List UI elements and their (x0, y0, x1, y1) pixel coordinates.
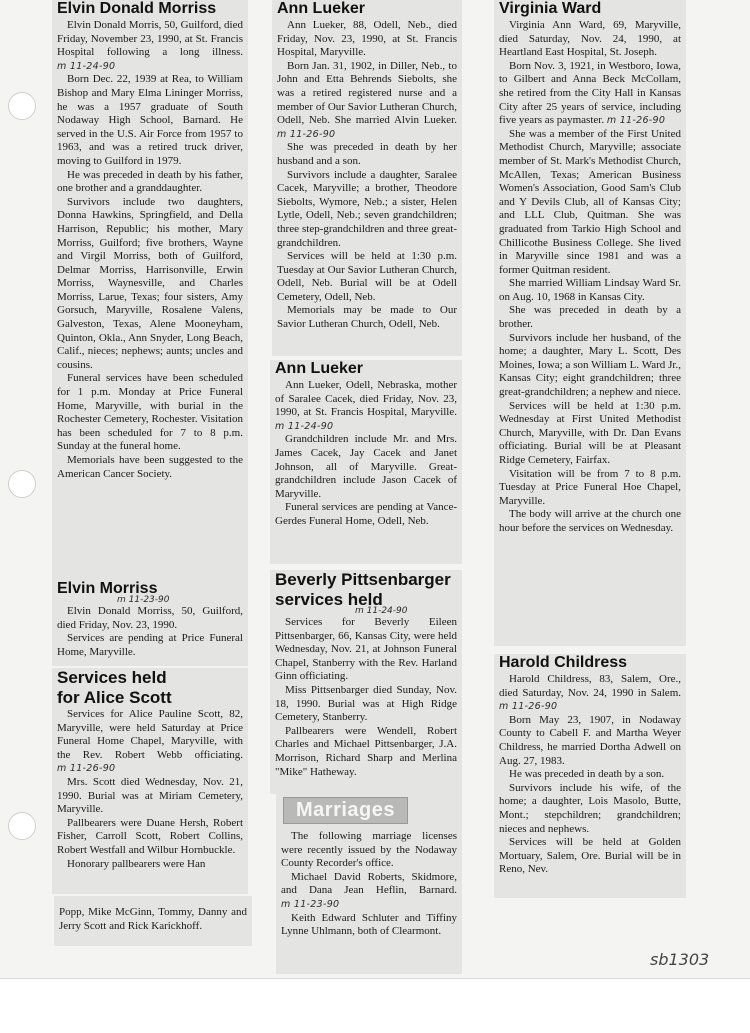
paragraph: Michael David Roberts, Skidmore, and Dana Jean Heflin, Barnard. m 11-23-90 (281, 870, 457, 910)
clipping-alice-scott-continued (54, 896, 252, 946)
paragraph: Popp, Mike McGinn, Tommy, Danny and Jerry Scott and Rick Karickhoff. (59, 906, 247, 932)
paragraph: Visitation will be from 7 to 8 p.m. Tuesday at Price Funeral Hoe Chapel, Maryville. (499, 467, 681, 507)
paragraph: Survivors include a daughter, Saralee Cacek, Maryville; a brother, Theodore Siebolts, Wymore, Neb.; a sister, Helen Lytle, Odell, Neb.; seven grandchildren; three step-grandchildren and three great-grandchildren. (277, 168, 457, 249)
headline: Ann Lueker (275, 360, 364, 377)
clipping-ann-lueker-notice (270, 360, 462, 564)
paragraph: Survivors include his wife, of the home; a daughter, Lois Masolo, Butte, Mont.; stepchildren; grandchildren; nieces and nephews. (499, 781, 681, 835)
handwritten-date-note: m 11-23-90 (117, 595, 170, 605)
binder-hole-middle (8, 470, 36, 498)
headline-line-2: services held (275, 590, 383, 609)
paragraph: She was preceded in death by her husband and a son. (277, 141, 457, 167)
clipping-beverly-pittsenbarger (270, 570, 462, 794)
paragraph: Keith Edward Schluter and Tiffiny Lynne Uhlmann, both of Clearmont. (281, 911, 457, 938)
paragraph: Grandchildren include Mr. and Mrs. James Cacek, Jay Cacek and Janet Johnson, all of Maryville. Great-grandchildren include Jason Cacek of Maryville. (275, 433, 457, 500)
paragraph: Mrs. Scott died Wednesday, Nov. 21, 1990. Burial was at Miriam Cemetery, Maryville. (57, 775, 243, 816)
clipping-marriages (276, 794, 462, 974)
paragraph: Funeral services have been scheduled for 1 p.m. Monday at Price Funeral Home, Maryville, with burial in the Rochester Cemetery, Rochester. Visitation has been scheduled for 7 to 8 p.m. Sunday at the funeral home. (57, 372, 243, 453)
paragraph: Ann Lueker, Odell, Nebraska, mother of Saralee Cacek, died Friday, Nov. 23, 1990, at St. Francis Hospital, Maryville. m 11-24-90 (275, 379, 457, 432)
headline: Elvin Donald Morriss (57, 0, 217, 17)
clipping-elvin-donald-morriss (52, 0, 248, 580)
headline-line-1: Beverly Pittsenbarger (275, 570, 451, 589)
clipping-alice-scott (52, 668, 248, 894)
paragraph: The following marriage licenses were recently issued by the Nodaway County Recorder's office. (281, 830, 457, 870)
paragraph: The body will arrive at the church one hour before the services on Wednesday. (499, 508, 681, 534)
paragraph: Memorials may be made to Our Savior Lutheran Church, Odell, Neb. (277, 304, 457, 331)
handwritten-date-note: m 11-26-90 (57, 763, 116, 775)
handwritten-date-note: m 11-26-90 (499, 701, 558, 713)
headline: Ann Lueker (277, 0, 366, 17)
binder-hole-bottom (8, 812, 36, 840)
handwritten-date-note: m 11-26-90 (277, 128, 336, 140)
paragraph: He was preceded in death by his father, one brother and a granddaughter. (57, 168, 243, 195)
marriages-banner: Marriages (283, 797, 408, 824)
headline-line-1: Services held (57, 668, 167, 687)
headline-line-2: for Alice Scott (57, 688, 172, 707)
paragraph: Born Dec. 22, 1939 at Rea, to William Bishop and Mary Elma Lininger Morriss, he was a 1957 graduate of South Nodaway High School, Barnard. He served in the U.S. Air Force from 1957 to 1963, and was a retired truck driver, moving to Guilford in 1979. (57, 73, 243, 167)
paragraph: Virginia Ann Ward, 69, Maryville, died Saturday, Nov. 24, 1990, at Heartland East Hospital, St. Joseph. (499, 19, 681, 59)
handwritten-date-note: m 11-24-90 (57, 60, 116, 72)
paragraph: Funeral services are pending at Vance-Gerdes Funeral Home, Odell, Neb. (275, 501, 457, 527)
paragraph: Honorary pallbearers were Han (67, 857, 206, 870)
clipping-harold-childress (494, 654, 686, 898)
paragraph: Memorials have been suggested to the American Cancer Society. (57, 454, 243, 480)
handwritten-date-note: m 11-24-90 (355, 606, 408, 616)
paragraph: Ann Lueker, 88, Odell, Neb., died Friday, Nov. 23, 1990, at St. Francis Hospital, Maryville. (277, 19, 457, 59)
paragraph: Survivors include her husband, of the home; a daughter, Mary L. Scott, Des Moines, Iowa; a son William L. Ward Jr., Kansas City; eight grandchildren; three great-grandchildren; a nephew and niece. (499, 331, 681, 399)
headline: Harold Childress (499, 654, 628, 671)
headline: Virginia Ward (499, 0, 602, 17)
clipping-virginia-ward (494, 0, 686, 646)
paragraph: Harold Childress, 83, Salem, Ore., died Saturday, Nov. 24, 1990 in Salem. m 11-26-90 (499, 673, 681, 713)
paragraph: Elvin Donald Morriss, 50, Guilford, died Friday, Nov. 23, 1990. (57, 605, 243, 631)
paragraph: She married William Lindsay Ward Sr. on Aug. 10, 1968 in Kansas City. (499, 277, 681, 303)
paragraph: Services will be held at 1:30 p.m. Tuesday at Our Savior Lutheran Church, Odell, Neb. Burial will be at Odell Cemetery, Odell, Neb. (277, 250, 457, 303)
paragraph: Services for Beverly Eileen Pittsenbarger, 66, Kansas City, were held Wednesday, Nov. 21, at Johnson Funeral Chapel, Stanberry with the Rev. Harland Ginn officiating. (275, 616, 457, 683)
handwritten-page-id: sb1303 (650, 950, 710, 969)
paragraph: She was preceded in death by a brother. (499, 304, 681, 331)
paragraph: She was a member of the First United Methodist Church, Maryville; associate member of St. Mark's Methodist Church, McAllen, Texas; American Business Women's Association, Good Sam's Club and Y Devils Club, all of Kansas City; and LLL Club, Quitman. She was graduated from Tarkio High School and Chillicothe Business College. She lived in Maryville since 1981 and was a former Quitman resident. (499, 127, 681, 276)
handwritten-date-note: m 11-26-90 (606, 115, 666, 127)
paragraph: Survivors include two daughters, Donna Hawkins, Springfield, and Della Harrison, Republic; his mother, Mary Morriss, Guilford; five brothers, Wayne and Virgil Morriss, both of Guilford, Delmar Morriss, Harrisonville, Erwin Morriss, Waynesville, and Charles Morriss, Larue, Texas; four sisters, Amy Gorsuch, Maryville, Rosalene Valens, Galveston, Texas, Alene Mooneyham, Quinton, Okla., Ann Snyder, Long Beach, Calif., nieces; nephews; aunts; uncles and cousins. (57, 195, 243, 371)
handwritten-date-note: m 11-24-90 (275, 420, 334, 432)
paragraph: He was preceded in death by a son. (509, 768, 665, 781)
headline: Elvin Morriss (57, 580, 158, 597)
binder-hole-top (8, 92, 36, 120)
paragraph: Born Jan. 31, 1902, in Diller, Neb., to John and Etta Behrends Siebolts, she was a retired registered nurse and a member of Our Savior Lutheran Church, Odell, Neb. She married Alvin Lueker. m 11-26-90 (277, 59, 457, 140)
paragraph: Services will be held at Golden Mortuary, Salem, Ore. Burial will be in Reno, Nev. (499, 836, 681, 876)
paragraph: Elvin Donald Morris, 50, Guilford, died Friday, November 23, 1990, at St. Francis Hospital following a long illness. m 11-24-90 (57, 19, 243, 72)
paragraph: Services are pending at Price Funeral Home, Maryville. (57, 632, 243, 658)
paragraph: Pallbearers were Duane Hersh, Robert Fisher, Carroll Scott, Robert Collins, Robert Westfall and Wilbur Hornbuckle. (57, 816, 243, 856)
paragraph: Pallbearers were Wendell, Robert Charles and Michael Pittsenbarger, J.A. Morrison, Richard Sharp and Merlina "Mike" Hatheway. (275, 724, 457, 778)
paragraph: Services will be held at 1:30 p.m. Wednesday at First United Methodist Church, Maryville, with Dr. Dan Evans officiating. Burial will be at Pleasant Ridge Cemetery, Fairfax. (499, 399, 681, 466)
paragraph: Born May 23, 1907, in Nodaway County to Cabell F. and Martha Weyer Childress, he married Dortha Adwell on Aug. 27, 1983. (499, 713, 681, 767)
clipping-elvin-morriss (52, 580, 248, 666)
paragraph: Services for Alice Pauline Scott, 82, Maryville, were held Saturday at Price Funeral Home Chapel, Maryville, with the Rev. Robert Webb officiating. m 11-26-90 (57, 708, 243, 775)
paragraph: Born Nov. 3, 1921, in Westboro, Iowa, to Gilbert and Anna Beck McCollam, she retired from the City Hall in Kansas City after 25 years of service, including five years as paymaster. m 11-26-90 (499, 59, 681, 127)
paragraph: Miss Pittsenbarger died Sunday, Nov. 18, 1990. Burial was at High Ridge Cemetery, Stanberry. (275, 683, 457, 724)
clipping-ann-lueker-obituary (272, 0, 462, 356)
handwritten-date-note: m 11-23-90 (281, 898, 340, 910)
